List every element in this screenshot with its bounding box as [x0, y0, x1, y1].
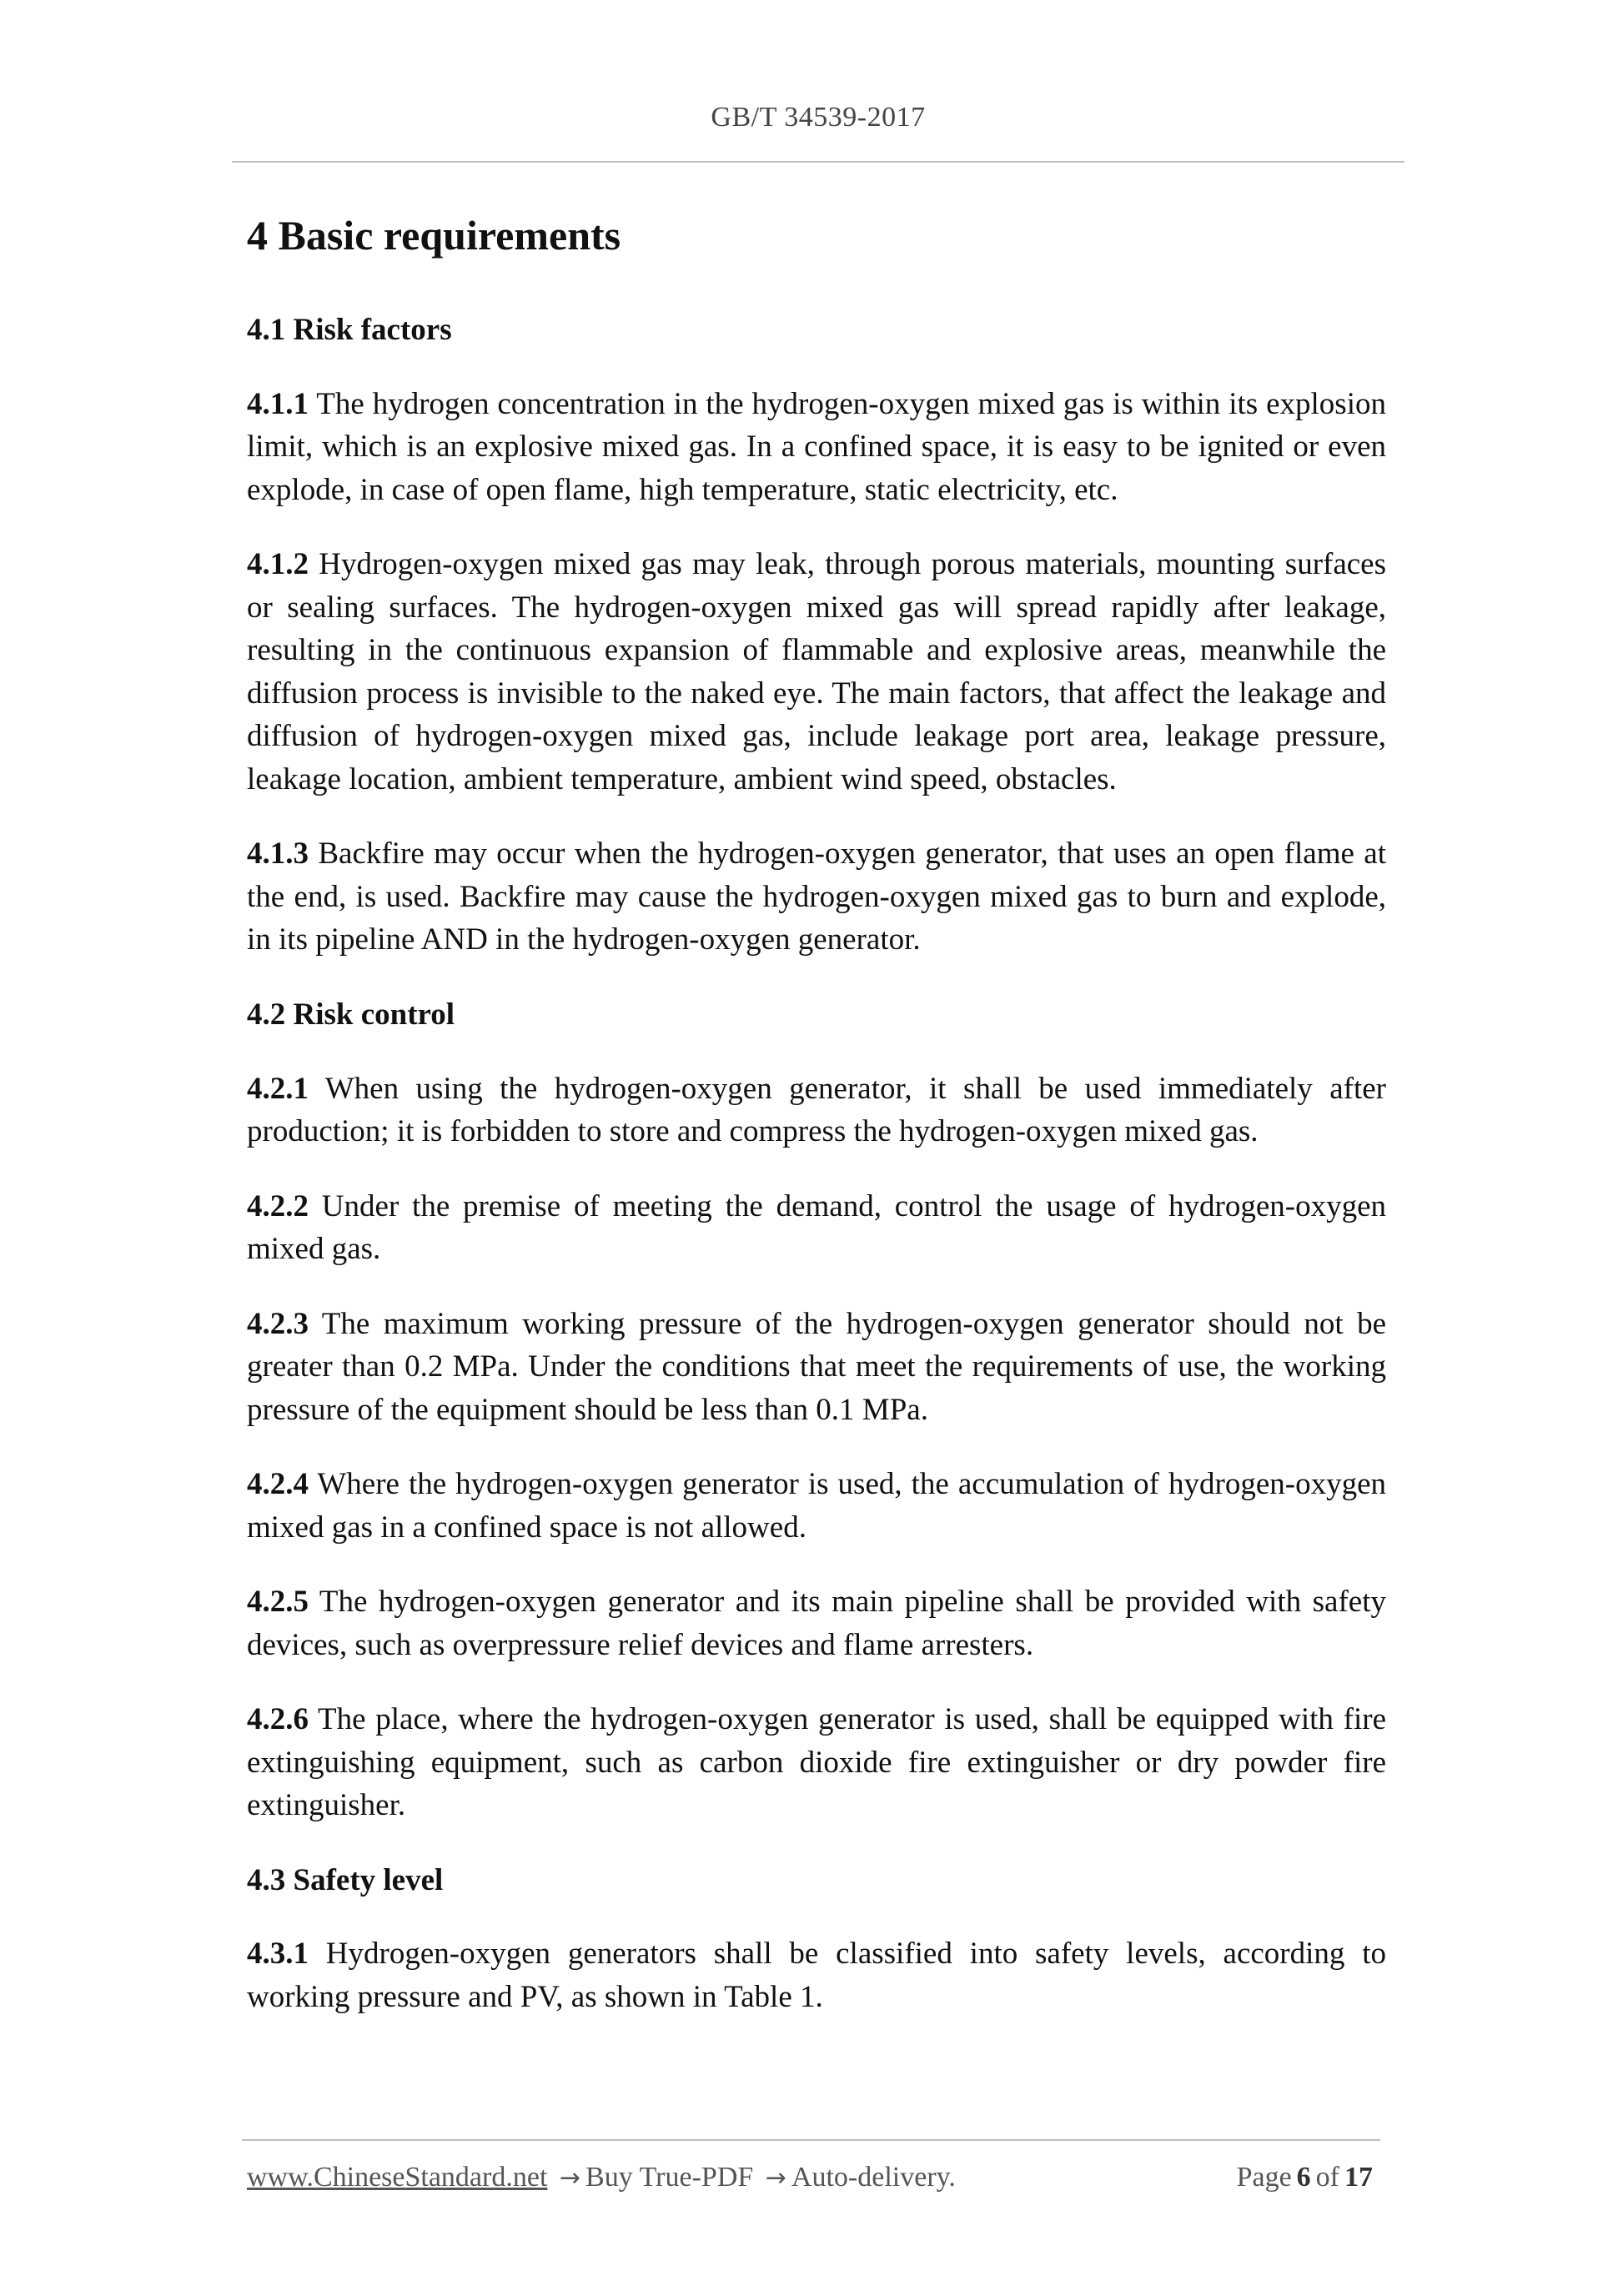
clause-number: 4.2.3 [247, 1306, 309, 1341]
clause-number: 4.1.2 [247, 547, 309, 582]
footer-left [247, 2162, 956, 2193]
clause-4-2-5 [247, 1580, 1386, 1666]
clause-text: The hydrogen-oxygen generator and its main pipeline shall be provided with safety devices, such as overpressure relief devices and flame arresters. [247, 1585, 1386, 1662]
clause-number: 4.2.1 [247, 1071, 309, 1106]
clause-text: Hydrogen-oxygen generators shall be classified into safety levels, according to working pressure and PV, as shown in Table 1. [247, 1937, 1386, 2014]
footer-divider [242, 2139, 1380, 2141]
clause-text: Under the premise of meeting the demand, control the usage of hydrogen-oxygen mixed gas. [247, 1188, 1386, 1267]
clause-text: When using the hydrogen-oxygen generator, it shall be used immediately after production; it is forbidden to store and compress the hydrogen-oxygen mixed gas. [247, 1071, 1386, 1149]
chinesestandard-link[interactable]: www.ChineseStandard.net [247, 2162, 548, 2193]
clause-number: 4.1.1 [247, 386, 309, 421]
clause-number: 4.2.6 [247, 1702, 309, 1737]
page-footer [247, 2162, 1378, 2203]
clause-4-1-1 [247, 383, 1386, 512]
clause-4-2-6 [247, 1698, 1386, 1827]
section-title-4-1: 4.1 Risk factors [247, 313, 452, 347]
clause-4-2-3 [247, 1303, 1386, 1432]
auto-delivery-text: Auto-delivery. [791, 2162, 956, 2193]
clause-text: Where the hydrogen-oxygen generator is used, the accumulation of hydrogen-oxygen mixed gas in a confined space is not allowed. [247, 1467, 1386, 1545]
page-header-doc-id: GB/T 34539-2017 [711, 102, 926, 133]
clause-4-2-4 [247, 1463, 1386, 1549]
clause-text: Backfire may occur when the hydrogen-oxygen generator, that uses an open flame at the end, is used. Backfire may cause the hydrogen-oxygen mixed gas to burn and explode, in its pipeline AND in the hydrogen-oxygen generator. [247, 837, 1386, 957]
page-current: 6 [1296, 2162, 1311, 2193]
section-title-4-2: 4.2 Risk control [247, 997, 455, 1032]
clause-4-3-1 [247, 1932, 1386, 2018]
arrow-right-icon: → [765, 2163, 786, 2193]
chapter-title: 4 Basic requirements [247, 212, 621, 259]
page-total: 17 [1344, 2162, 1373, 2193]
clause-text: Hydrogen-oxygen mixed gas may leak, through porous materials, mounting surfaces or sealing surfaces. The hydrogen-oxygen mixed gas will spread rapidly after leakage, resulting in the continuous expansion of flammable and explosive areas, meanwhile the diffusion process is invisible to the naked eye. The main factors, that affect the leakage and diffusion of hydrogen-oxygen mixed gas, include leakage port area, leakage pressure, leakage location, ambient temperature, ambient wind speed, obstacles. [247, 547, 1386, 796]
section-title-4-3: 4.3 Safety level [247, 1862, 444, 1897]
page-number [1237, 2162, 1378, 2193]
clause-4-1-3 [247, 832, 1386, 962]
clause-number: 4.2.5 [247, 1585, 309, 1620]
clause-number: 4.3.1 [247, 1937, 309, 1972]
of-label: of [1315, 2162, 1339, 2193]
clause-4-2-2 [247, 1185, 1386, 1271]
buy-true-pdf-text: Buy True-PDF [585, 2162, 754, 2193]
clause-text: The place, where the hydrogen-oxygen generator is used, shall be equipped with fire extinguishing equipment, such as carbon dioxide fire extinguisher or dry powder fire extinguisher. [247, 1702, 1386, 1823]
clause-text: The maximum working pressure of the hydrogen-oxygen generator should not be greater than 0.2 MPa. Under the conditions that meet the requirements of use, the working pressure of the equipment should be less than 0.1 MPa. [247, 1306, 1386, 1427]
clause-number: 4.2.2 [247, 1188, 309, 1223]
document-body [247, 210, 1386, 2050]
clause-4-1-2 [247, 543, 1386, 801]
clause-text: The hydrogen concentration in the hydrogen-oxygen mixed gas is within its explosion limit, which is an explosive mixed gas. In a confined space, it is easy to be ignited or even explode, in case of open flame, high temperature, static electricity, etc. [247, 386, 1386, 507]
clause-number: 4.1.3 [247, 837, 309, 872]
header-divider [232, 161, 1404, 163]
arrow-right-icon: → [559, 2163, 581, 2193]
page-label: Page [1236, 2162, 1292, 2193]
clause-number: 4.2.4 [247, 1467, 309, 1502]
clause-4-2-1 [247, 1068, 1386, 1153]
